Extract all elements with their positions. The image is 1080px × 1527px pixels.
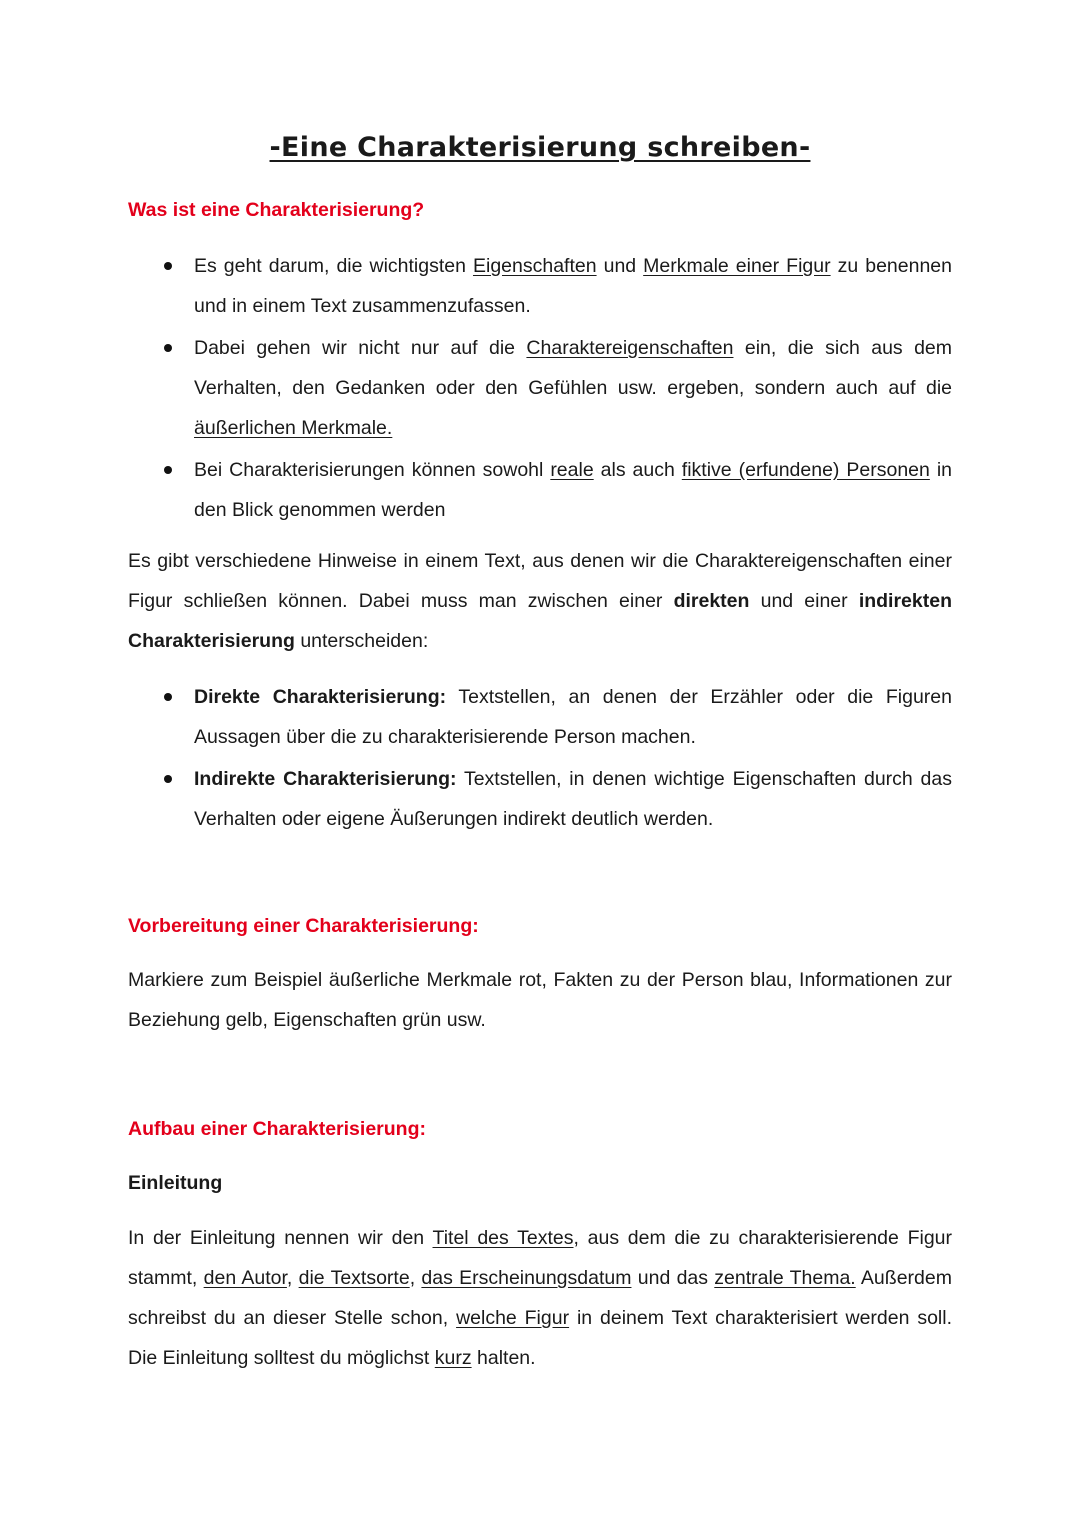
subheading-einleitung: Einleitung bbox=[128, 1172, 223, 1194]
section-heading-what-is: Was ist eine Charakterisierung? bbox=[128, 199, 425, 221]
list-item: Indirekte Charakterisierung: Textstellen, in denen wichtige Eigenschaften durch das Verhalten oder eigene Äußerungen indirekt deutlich werden. bbox=[128, 759, 952, 839]
section-heading-preparation: Vorbereitung einer Charakterisierung: bbox=[128, 915, 479, 937]
list-item: Bei Charakterisierungen können sowohl reale als auch fiktive (erfundene) Personen in den Blick genommen werden bbox=[128, 450, 952, 530]
einleitung-paragraph: In der Einleitung nennen wir den Titel des Textes, aus dem die zu charakterisierende Figur stammt, den Autor, die Textsorte, das Erscheinungsdatum und das zentrale Thema. Außerdem schreibst du an dieser Stelle schon, welche Figur in deinem Text charakterisiert werden soll. Die Einleitung solltest du möglichst kurz halten. bbox=[128, 1227, 953, 1369]
intro-paragraph: Es gibt verschiedene Hinweise in einem Text, aus denen wir die Charaktereigenschaften einer Figur schließen können. Dabei muss man zwischen einer direkten und einer indirekten Charakterisierung unterscheiden: bbox=[128, 550, 952, 652]
section-heading-structure: Aufbau einer Charakterisierung: bbox=[128, 1118, 426, 1140]
preparation-paragraph: Markiere zum Beispiel äußerliche Merkmale rot, Fakten zu der Person blau, Informationen zur Beziehung gelb, Eigenschaften grün usw. bbox=[128, 969, 952, 1031]
list-item: Dabei gehen wir nicht nur auf die Charaktereigenschaften ein, die sich aus dem Verhalten, den Gedanken oder den Gefühlen usw. ergeben, sondern auch auf die äußerlichen Merkmale. bbox=[128, 328, 952, 448]
page-title: -Eine Charakterisierung schreiben- bbox=[269, 132, 811, 163]
list-item: Direkte Charakterisierung: Textstellen, an denen der Erzähler oder die Figuren Aussagen über die zu charakterisierende Person machen. bbox=[128, 677, 952, 757]
definition-list bbox=[128, 246, 952, 532]
list-item: Es geht darum, die wichtigsten Eigenschaften und Merkmale einer Figur zu benennen und in einem Text zusammenzufassen. bbox=[128, 246, 952, 326]
characterization-types-list bbox=[128, 677, 952, 841]
